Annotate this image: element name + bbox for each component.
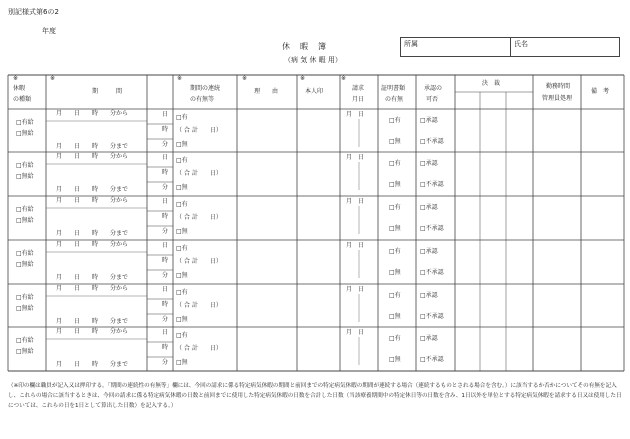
- cert-no[interactable]: □無: [389, 181, 401, 188]
- cert-no[interactable]: □無: [389, 225, 401, 232]
- disapprove-checkbox[interactable]: □不承認: [420, 313, 444, 320]
- continuity-total[interactable]: （ 合 計 日）: [176, 302, 222, 309]
- continuity-yes[interactable]: □有: [176, 332, 188, 339]
- col-request-line1: 請求: [352, 85, 365, 92]
- request-date[interactable]: 月 日: [346, 329, 365, 336]
- day-unit: 日: [162, 111, 169, 118]
- col-continuity-line1: 期間の連続: [190, 85, 221, 92]
- col-manager-line1: 勤務時間: [546, 83, 571, 90]
- period-to[interactable]: 月 日 時 分まで: [56, 143, 129, 150]
- day-unit: 日: [162, 286, 169, 293]
- hour-unit: 時: [162, 213, 169, 220]
- continuity-total[interactable]: （ 合 計 日）: [176, 170, 222, 177]
- page-title: 休 暇 簿: [282, 42, 327, 51]
- continuity-no[interactable]: □無: [176, 141, 188, 148]
- continuity-total[interactable]: （ 合 計 日）: [176, 345, 222, 352]
- paid-checkbox[interactable]: □有給: [16, 294, 34, 301]
- paid-checkbox[interactable]: □有給: [16, 119, 34, 126]
- disapprove-checkbox[interactable]: □不承認: [420, 356, 444, 363]
- period-from[interactable]: 月 日 時 分から: [56, 328, 129, 335]
- continuity-no[interactable]: □無: [176, 228, 188, 235]
- affiliation-label[interactable]: 所属: [404, 40, 418, 48]
- cert-yes[interactable]: □有: [389, 335, 401, 342]
- request-date[interactable]: 月 日: [346, 242, 365, 249]
- approve-checkbox[interactable]: □承認: [420, 335, 438, 342]
- disapprove-checkbox[interactable]: □不承認: [420, 225, 444, 232]
- minute-unit: 分: [162, 359, 169, 366]
- footer-note: （※印の欄は職員が記入又は押印する。「期間の連続性の有無等」欄には、今回の請求に係る特定病気休暇の期間と前回までの特定病気休暇の期間が連続する場合（連続するものとされる場合を含む。）に該当するか否かについてその有無を記入し、これらの場合に該当するときは、今回の請求に係る特定病気休暇の日数と前回までに使用した特定病気休暇の日数を合計した日数（当該療養期間中の特定休日等の日数を含み、1日以外を単位とする特定病気休暇を請求する日又は使用した日については、これらの日を1日として算出した日数）を記入する。）: [8, 383, 622, 409]
- continuity-no[interactable]: □無: [176, 316, 188, 323]
- col-continuity-line2: の有無等: [190, 96, 215, 103]
- paid-checkbox[interactable]: □有給: [16, 206, 34, 213]
- period-from[interactable]: 月 日 時 分から: [56, 153, 129, 160]
- day-unit: 日: [162, 242, 169, 249]
- col-period: 期 間: [92, 88, 123, 95]
- paid-checkbox[interactable]: □有給: [16, 162, 34, 169]
- col-type-line1: 休暇: [13, 85, 26, 92]
- minute-unit: 分: [162, 316, 169, 323]
- cert-yes[interactable]: □有: [389, 117, 401, 124]
- star-mark: ※: [50, 75, 56, 82]
- paid-checkbox[interactable]: □有給: [16, 250, 34, 257]
- continuity-no[interactable]: □無: [176, 359, 188, 366]
- unpaid-checkbox[interactable]: □無給: [16, 305, 34, 312]
- cert-no[interactable]: □無: [389, 138, 401, 145]
- approve-checkbox[interactable]: □承認: [420, 292, 438, 299]
- continuity-yes[interactable]: □有: [176, 245, 188, 252]
- minute-unit: 分: [162, 272, 169, 279]
- continuity-total[interactable]: （ 合 計 日）: [176, 127, 222, 134]
- day-unit: 日: [162, 329, 169, 336]
- minute-unit: 分: [162, 141, 169, 148]
- approve-checkbox[interactable]: □承認: [420, 160, 438, 167]
- hour-unit: 時: [162, 126, 169, 133]
- continuity-yes[interactable]: □有: [176, 157, 188, 164]
- continuity-total[interactable]: （ 合 計 日）: [176, 258, 222, 265]
- request-date[interactable]: 月 日: [346, 111, 365, 118]
- col-remarks: 備 考: [591, 88, 610, 95]
- star-mark: ※: [300, 75, 306, 82]
- approve-checkbox[interactable]: □承認: [420, 204, 438, 211]
- col-reason: 理 由: [254, 88, 279, 95]
- page-subtitle: （病 気 休 暇 用）: [284, 56, 342, 64]
- unpaid-checkbox[interactable]: □無給: [16, 217, 34, 224]
- star-mark: ※: [341, 75, 347, 82]
- request-date[interactable]: 月 日: [346, 286, 365, 293]
- cert-no[interactable]: □無: [389, 313, 401, 320]
- period-to[interactable]: 月 日 時 分まで: [56, 186, 129, 193]
- hour-unit: 時: [162, 301, 169, 308]
- star-mark: ※: [242, 75, 248, 82]
- approve-checkbox[interactable]: □承認: [420, 248, 438, 255]
- unpaid-checkbox[interactable]: □無給: [16, 130, 34, 137]
- col-type-line2: の種類: [13, 96, 32, 103]
- unpaid-checkbox[interactable]: □無給: [16, 173, 34, 180]
- cert-yes[interactable]: □有: [389, 292, 401, 299]
- year-label: 年度: [42, 27, 56, 35]
- star-mark: ※: [13, 75, 19, 82]
- minute-unit: 分: [162, 228, 169, 235]
- cert-no[interactable]: □無: [389, 356, 401, 363]
- unpaid-checkbox[interactable]: □無給: [16, 348, 34, 355]
- request-date[interactable]: 月 日: [346, 198, 365, 205]
- period-from[interactable]: 月 日 時 分から: [56, 241, 129, 248]
- approve-checkbox[interactable]: □承認: [420, 117, 438, 124]
- disapprove-checkbox[interactable]: □不承認: [420, 181, 444, 188]
- period-to[interactable]: 月 日 時 分まで: [56, 274, 129, 281]
- hour-unit: 時: [162, 169, 169, 176]
- star-mark: ※: [177, 75, 183, 82]
- disapprove-checkbox[interactable]: □不承認: [420, 269, 444, 276]
- col-manager-line2: 管理員処理: [542, 95, 573, 102]
- period-to[interactable]: 月 日 時 分まで: [56, 230, 129, 237]
- hour-unit: 時: [162, 257, 169, 264]
- continuity-no[interactable]: □無: [176, 272, 188, 279]
- name-label[interactable]: 氏名: [514, 40, 528, 48]
- day-unit: 日: [162, 198, 169, 205]
- period-from[interactable]: 月 日 時 分から: [56, 110, 129, 117]
- form-number: 別記様式第6の2: [8, 8, 59, 16]
- cert-yes[interactable]: □有: [389, 160, 401, 167]
- col-approval-line2: 可否: [426, 96, 439, 103]
- paid-checkbox[interactable]: □有給: [16, 337, 34, 344]
- unpaid-checkbox[interactable]: □無給: [16, 261, 34, 268]
- continuity-no[interactable]: □無: [176, 184, 188, 191]
- period-from[interactable]: 月 日 時 分から: [56, 197, 129, 204]
- request-date[interactable]: 月 日: [346, 154, 365, 161]
- col-approval-line1: 承認の: [424, 85, 443, 92]
- minute-unit: 分: [162, 184, 169, 191]
- col-request-line2: 月日: [352, 96, 365, 103]
- col-cert-line1: 証明書類: [381, 85, 406, 92]
- col-cert-line2: の有無: [385, 96, 404, 103]
- period-to[interactable]: 月 日 時 分まで: [56, 361, 129, 368]
- period-from[interactable]: 月 日 時 分から: [56, 285, 129, 292]
- continuity-yes[interactable]: □有: [176, 201, 188, 208]
- col-seal: 本人印: [305, 88, 324, 95]
- col-decision: 決 裁: [482, 80, 501, 87]
- cert-no[interactable]: □無: [389, 269, 401, 276]
- cert-yes[interactable]: □有: [389, 204, 401, 211]
- continuity-yes[interactable]: □有: [176, 289, 188, 296]
- continuity-yes[interactable]: □有: [176, 114, 188, 121]
- day-unit: 日: [162, 154, 169, 161]
- hour-unit: 時: [162, 344, 169, 351]
- disapprove-checkbox[interactable]: □不承認: [420, 138, 444, 145]
- cert-yes[interactable]: □有: [389, 248, 401, 255]
- continuity-total[interactable]: （ 合 計 日）: [176, 214, 222, 221]
- period-to[interactable]: 月 日 時 分まで: [56, 318, 129, 325]
